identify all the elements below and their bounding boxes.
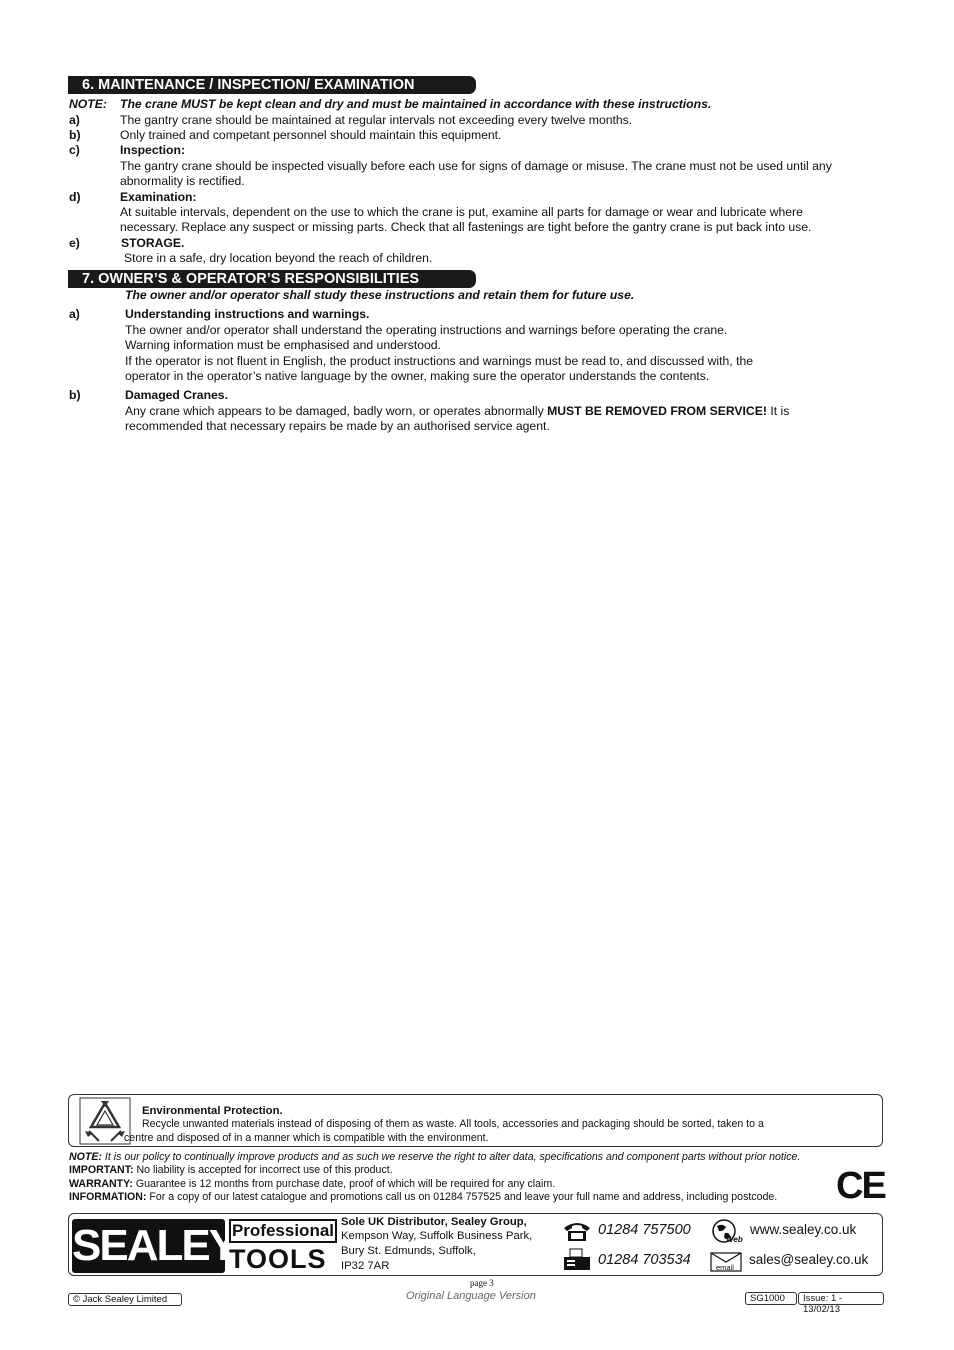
notice-information: INFORMATION: For a copy of our latest catalogue and promotions call us on 01284 757525 and leave your full name and address, including postcode. [69,1191,778,1203]
distributor-line-2: Bury St. Edmunds, Suffolk, [341,1245,476,1257]
email-label: email [716,1263,734,1272]
distributor-title: Sole UK Distributor, Sealey Group, [341,1216,527,1228]
model-number: SG1000 [745,1292,797,1305]
environmental-text-1: Recycle unwanted materials instead of disposing of them as waste. All tools, accessories and packaging should be sorted, taken to a [142,1118,764,1130]
page-number: page 3 [470,1278,494,1288]
web-label: Web [726,1235,743,1244]
item-6d-label: d) [69,190,81,204]
item-7a-text-3: If the operator is not fluent in English, the product instructions and warnings must be read to, and discussed with, the [125,354,754,368]
fax-icon [562,1248,592,1272]
section-7-heading: 7. OWNER’S & OPERATOR’S RESPONSIBILITIES [68,270,476,288]
item-6c-label: c) [69,143,80,157]
fax-number: 01284 703534 [598,1252,691,1268]
item-6a-text: The gantry crane should be maintained at regular intervals not exceeding every twelve months. [120,113,633,127]
item-6d-heading: Examination: [120,190,197,204]
environmental-title: Environmental Protection. [142,1105,283,1117]
notice-note: NOTE: It is our policy to continually improve products and as such we reserve the right to alter data, specifications and component parts without prior notice. [69,1151,801,1163]
item-6e-text: Store in a safe, dry location beyond the reach of children. [124,251,433,265]
item-6c-heading: Inspection: [120,143,186,157]
item-6e-label: e) [69,236,80,250]
item-6d-text-2: necessary. Replace any suspect or missing parts. Check that all fastenings are tight before the gantry crane is put back into use. [120,220,812,234]
item-7b-label: b) [69,388,81,402]
distributor-box [68,1213,883,1276]
environmental-protection-box [68,1094,883,1147]
section-7-intro: The owner and/or operator shall study these instructions and retain them for future use. [125,288,635,302]
language-version: Original Language Version [406,1290,536,1302]
item-6e-heading: STORAGE. [121,236,185,250]
email-link[interactable]: sales@sealey.co.uk [749,1252,869,1267]
notice-warranty: WARRANTY: Guarantee is 12 months from purchase date, proof of which will be required for any claim. [69,1178,556,1190]
section-6-note: NOTE: The crane MUST be kept clean and dry and must be maintained in accordance with these instructions. [69,97,712,111]
tools-logo: TOOLS [229,1244,327,1274]
distributor-line-3: IP32 7AR [341,1260,390,1272]
telephone-icon [562,1220,592,1242]
item-6a-label: a) [69,113,80,127]
item-7b-heading: Damaged Cranes. [125,388,228,402]
website-link[interactable]: www.sealey.co.uk [750,1222,857,1237]
item-6b-label: b) [69,128,81,142]
item-7a-text-1: The owner and/or operator shall understand the operating instructions and warnings before operating the crane. [125,323,728,337]
item-6c-text-2: abnormality is rectified. [120,174,245,188]
section-6-heading: 6. MAINTENANCE / INSPECTION/ EXAMINATION [68,76,476,94]
issue-date: Issue: 1 - 13/02/13 [798,1292,884,1305]
copyright: © Jack Sealey Limited [68,1293,182,1306]
environmental-text-2: centre and disposed of in a manner which is compatible with the environment. [124,1132,489,1144]
item-7a-text-4: operator in the operator’s native language by the owner, making sure the operator understands the contents. [125,369,710,383]
ce-mark: CE [836,1165,885,1207]
item-6d-text-1: At suitable intervals, dependent on the use to which the crane is put, examine all parts for damage or wear and lubricate where [120,205,803,219]
item-7a-heading: Understanding instructions and warnings. [125,307,370,321]
professional-badge: Professional [229,1219,337,1243]
item-6b-text: Only trained and competant personnel should maintain this equipment. [120,128,502,142]
sealey-logo: SEALEY [72,1219,225,1273]
distributor-line-1: Kempson Way, Suffolk Business Park, [341,1230,533,1242]
item-7b-text-1: Any crane which appears to be damaged, badly worn, or operates abnormally MUST BE REMOVED FROM SERVICE! It is [125,404,790,418]
notice-important: IMPORTANT: No liability is accepted for incorrect use of this product. [69,1164,393,1176]
item-7a-text-2: Warning information must be emphasised and understood. [125,338,441,352]
phone-number[interactable]: 01284 757500 [598,1222,691,1238]
item-7b-text-2: recommended that necessary repairs be made by an authorised service agent. [125,419,550,433]
item-6c-text-1: The gantry crane should be inspected visually before each use for signs of damage or misuse. The crane must not be used until any [120,159,832,173]
item-7a-label: a) [69,307,80,321]
